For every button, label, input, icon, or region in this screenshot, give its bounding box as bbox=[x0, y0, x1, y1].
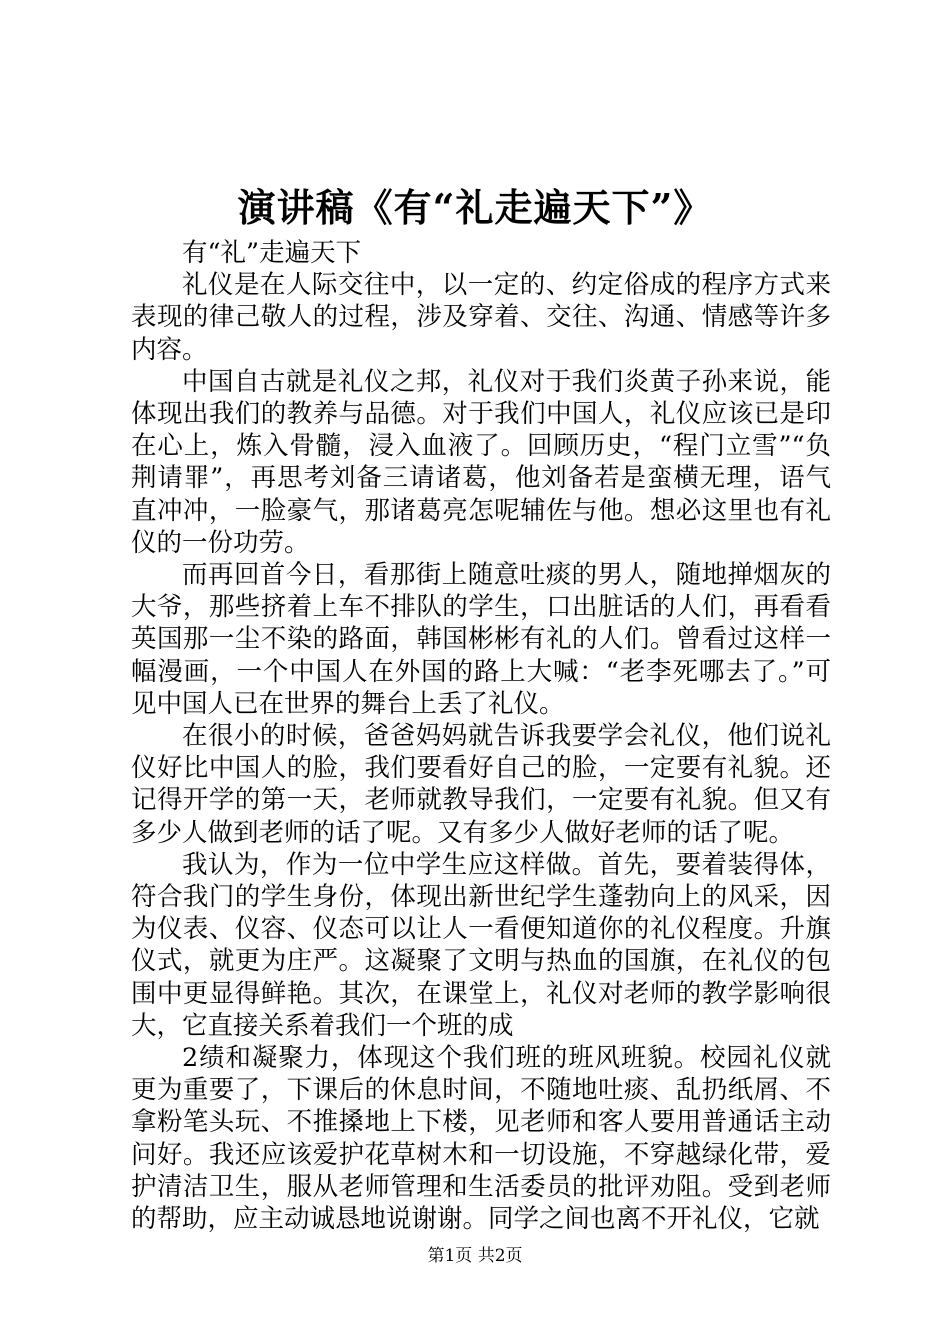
paragraph: 在很小的时候，爸爸妈妈就告诉我要学会礼仪，他们说礼仪好比中国人的脸，我们要看好自己的脸，一定要有礼貌。还记得开学的第一天，老师就教导我们，一定要有礼貌。但又有多少人做到老师的话了呢。又有多少人做好老师的话了呢。 bbox=[131, 721, 831, 848]
paragraph: 我认为，作为一位中学生应这样做。首先，要着装得体，符合我门的学生身份，体现出新世纪学生蓬勃向上的风采，因为仪表、仪容、仪态可以让人一看便知道你的礼仪程度。升旗仪式，就更为庄严。这凝聚了文明与热血的国旗，在礼仪的包围中更显得鲜艳。其次，在课堂上，礼仪对老师的教学影响很大，它直接关系着我们一个班的成 bbox=[131, 849, 831, 1041]
paragraph: 中国自古就是礼仪之邦，礼仪对于我们炎黄子孙来说，能体现出我们的教养与品德。对于我们中国人，礼仪应该已是印在心上，炼入骨髓，浸入血液了。回顾历史，“程门立雪”“负荆请罪”，再思考刘备三请诸葛，他刘备若是蛮横无理，语气直冲冲，一脸豪气，那诸葛亮怎呢辅佐与他。想必这里也有礼仪的一份功劳。 bbox=[131, 366, 831, 558]
paragraph-subtitle: 有“礼”走遍天下 bbox=[182, 238, 362, 268]
page-number-footer: 第1页 共2页 bbox=[427, 1246, 523, 1266]
document-body bbox=[131, 237, 831, 1235]
paragraph: 而再回首今日，看那街上随意吐痰的男人，随地掸烟灰的大爷，那些挤着上车不排队的学生，口出脏话的人们，再看看英国那一尘不染的路面，韩国彬彬有礼的人们。曾看过这样一幅漫画，一个中国人在外国的路上大喊：“老李死哪去了。”可见中国人已在世界的舞台上丢了礼仪。 bbox=[131, 560, 831, 719]
document-title: 演讲稿《有“礼走遍天下”》 bbox=[237, 185, 713, 230]
paragraph: 2绩和凝聚力，体现这个我们班的班风班貌。校园礼仪就更为重要了，下课后的休息时间，不随地吐痰、乱扔纸屑、不拿粉笔头玩、不推搡地上下楼，见老师和客人要用普通话主动问好。我还应该爱护花草树木和一切设施，不穿越绿化带，爱护清洁卫生，服从老师管理和生活委员的批评劝阻。受到老师的帮助，应主动诚恳地说谢谢。同学之间也离不开礼仪，它就 bbox=[131, 1043, 831, 1235]
paragraph: 礼仪是在人际交往中，以一定的、约定俗成的程序方式来表现的律己敬人的过程，涉及穿着、交往、沟通、情感等许多内容。 bbox=[131, 270, 831, 365]
